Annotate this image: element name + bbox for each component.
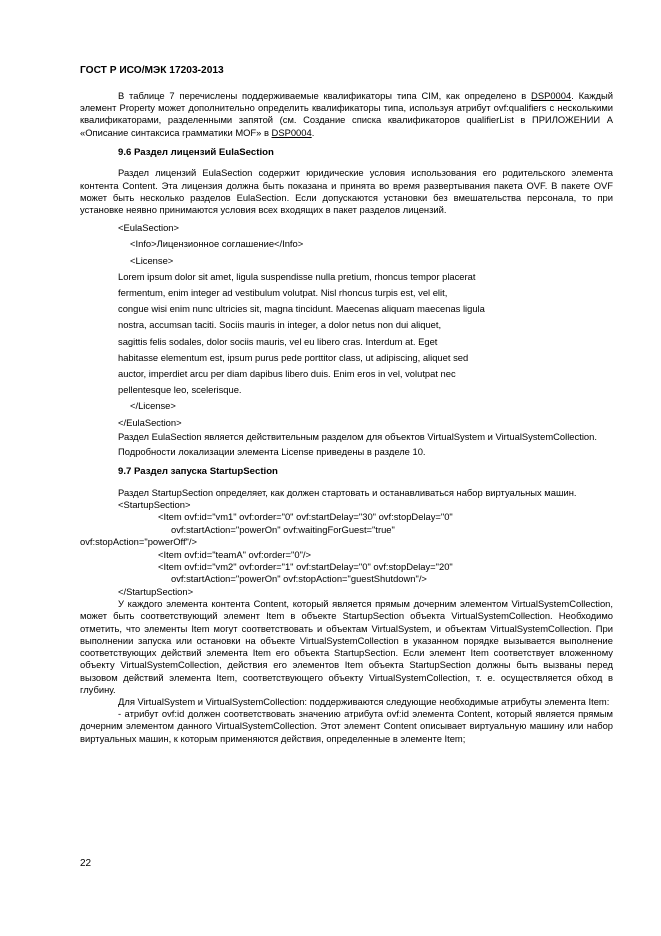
code-line: <Info>Лицензионное соглашение</Info>	[130, 238, 304, 250]
intro-text-b: . Каждый элемент Property может дополнительно определить квалификаторы типа, используя атрибут ovf:qualifiers с несколькими квалификаторами, разделенными запятой (см. Создание списка квалификаторов qualifierList в ПРИЛОЖЕНИИ А «Описание синтаксиса грамматики MOF» в	[80, 90, 613, 138]
section-heading-startup: 9.7 Раздел запуска StartupSection	[118, 466, 278, 478]
code-line: nostra, accumsan taciti. Sociis mauris in integer, a dolor netus non dui aliquet,	[118, 319, 442, 331]
startup-paragraph-2: У каждого элемента контента Content, который является прямым дочерним элементом VirtualSystemCollection, может быть соответствующий элемент Item в объекте StartupSection объекта VirtualSystemCollection. Необходимо отметить, что элементы Item могут соответствовать и объектам VirtualSystem, и объектам VirtualSystemCollection. При выполнении запуска или остановки на объекте VirtualSystemCollection в указанном порядке вызывается выполнение соответствующих действий элемента Item его объекта StartupSection. Если элемент Item соответствует вложенному объекту VirtualSystemCollection, действия его элементов Item объекта StartupSection должны быть вызваны перед вызовом действий элемента Item, соответствующего объекту VirtualSystemCollection, т. е. осуществляется обход в глубину.	[80, 598, 613, 695]
document-header: ГОСТ Р ИСО/МЭК 17203-2013	[80, 65, 224, 76]
code-line: </EulaSection>	[118, 416, 182, 428]
eula-paragraph-1: Раздел лицензий EulaSection содержит юридические условия использования его родительского элемента контента Content. Эта лицензия должна быть показана и принята во время развертывания пакета OVF. В пакете OVF может быть несколько разделов EulaSection. Если допускаются установки без вмешательства персонала, то при установке неявно принимаются условия всех входящих в пакет разделов лицензий.	[80, 167, 613, 215]
code-line: ovf:startAction="powerOn" ovf:waitingForGuest="true"	[171, 523, 395, 535]
intro-text-c: .	[311, 126, 315, 138]
dsp0004-link[interactable]: DSP0004	[531, 90, 572, 101]
code-line: auctor, imperdiet arcu per diam dapibus libero duis. Enim eros in vel, volutpat nec	[118, 368, 456, 380]
code-line: <License>	[130, 254, 174, 266]
code-line: sagittis felis sodales, dolor sociis mauris, vel eu libero cras. Interdum at. Eget	[118, 335, 438, 347]
code-line: <StartupSection>	[118, 498, 191, 510]
startup-paragraph-4: - атрибут ovf:id должен соответствовать значению атрибута ovf:id элемента Content, который является прямым дочерним элементом данного VirtualSystemCollection. Этот элемент Content описывает виртуальную машину или набор виртуальных машин, к которым применяются действия, определенные в элементе Item;	[80, 708, 613, 744]
eula-code-block	[80, 220, 613, 431]
startup-code-block	[80, 499, 613, 598]
intro-text-a: В таблице 7 перечислены поддерживаемые квалификаторы типа CIM, как определено в	[118, 90, 532, 101]
code-line: <Item ovf:id="vm1" ovf:order="0" ovf:startDelay="30" ovf:stopDelay="0"	[158, 511, 453, 523]
code-line: pellentesque leo, scelerisque.	[118, 384, 242, 396]
code-line: congue wisi enim nunc ultricies sit, magna tincidunt. Maecenas aliquam maecenas ligula	[118, 303, 485, 315]
section-heading-eula: 9.6 Раздел лицензий EulaSection	[118, 146, 274, 158]
code-line: ovf:stopAction="powerOff"/>	[80, 536, 197, 548]
eula-paragraph-2: Раздел EulaSection является действительным разделом для объектов VirtualSystem и VirtualSystemCollection.	[118, 430, 597, 442]
code-line: habitasse elementum est, ipsum purus pede porttitor class, ut adipiscing, aliquet sed	[118, 351, 469, 363]
eula-paragraph-3: Подробности локализации элемента License приведены в разделе 10.	[118, 446, 426, 458]
code-line: </StartupSection>	[118, 585, 194, 597]
code-line: </License>	[130, 400, 176, 412]
code-line: ovf:startAction="powerOn" ovf:stopAction="guestShutdown"/>	[171, 573, 427, 585]
page-number: 22	[80, 858, 92, 869]
code-line: <EulaSection>	[118, 222, 179, 234]
code-line: <Item ovf:id="teamA" ovf:order="0"/>	[158, 548, 311, 560]
code-line: <Item ovf:id="vm2" ovf:order="1" ovf:startDelay="0" ovf:stopDelay="20"	[158, 561, 453, 573]
dsp0004-link-2[interactable]: DSP0004	[271, 126, 312, 138]
code-line: fermentum, enim integer ad vestibulum volutpat. Nisl rhoncus turpis est, vel elit,	[118, 287, 448, 299]
intro-paragraph	[80, 90, 613, 139]
startup-paragraph-3: Для VirtualSystem и VirtualSystemCollection: поддерживаются следующие необходимые атрибуты элемента Item:	[118, 695, 610, 707]
code-line: Lorem ipsum dolor sit amet, ligula suspendisse nulla pretium, rhoncus tempor placerat	[118, 270, 476, 282]
startup-paragraph-1: Раздел StartupSection определяет, как должен стартовать и останавливаться набор виртуальных машин.	[118, 486, 577, 498]
page-content	[80, 90, 613, 745]
